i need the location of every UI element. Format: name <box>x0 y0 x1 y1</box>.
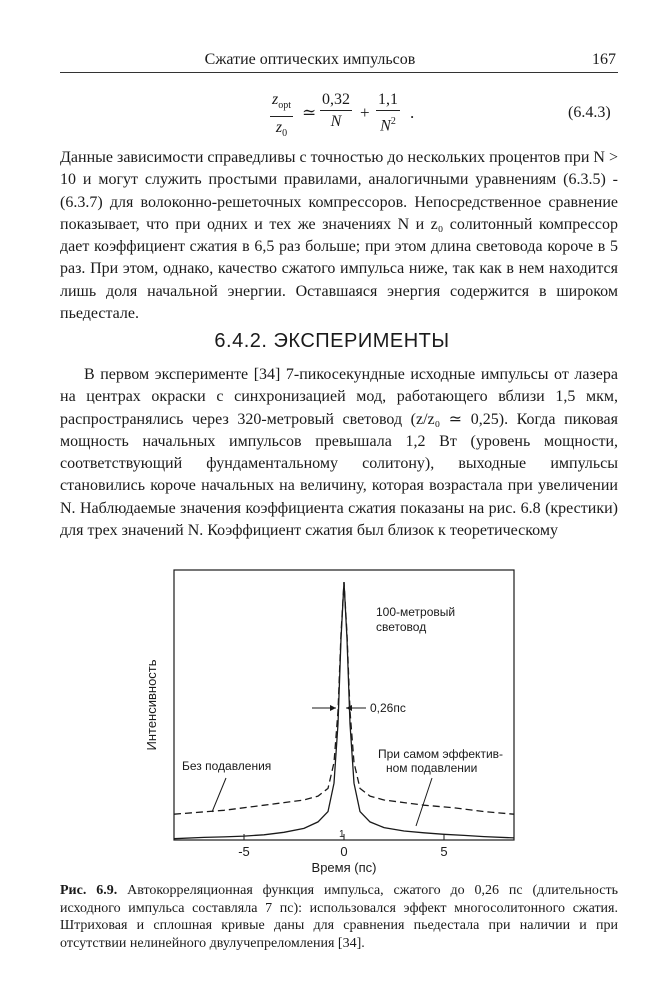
series-best-suppression <box>174 582 514 839</box>
page-number: 167 <box>592 51 616 68</box>
lhs-denominator: z <box>275 119 283 137</box>
caption-label: Рис. 6.9. <box>60 883 118 898</box>
x-tick-labels <box>238 844 447 859</box>
equation-lhs-fraction <box>270 90 293 145</box>
term1-numerator: 0,32 <box>320 90 352 111</box>
term2-denominator-sup: 2 <box>390 116 396 127</box>
running-header <box>60 50 618 73</box>
section-heading: 6.4.2. ЭКСПЕРИМЕНТЫ <box>214 330 450 352</box>
autocorrelation-figure <box>130 560 530 878</box>
equation-period: . <box>410 103 415 122</box>
center-marker: 1 <box>339 829 345 840</box>
caption-text: Автокорреляционная функция импульса, сжатого до 0,26 пс (длительность исходного импульса составляла 7 пс): использовался эффект многосолитонного сжатия. Штриховая и сплошная кривые даны для сравнения пьедестала при наличии и при отсутствии нелинейного двулучепреломления [34]. <box>60 883 618 951</box>
label-pulse-width: 0,26пс <box>370 701 406 715</box>
paragraph-2: В первом эксперименте [34] 7-пикосекундные исходные импульсы от лазера на центрах окраски с синхронизацией мод, работающего вблизи 1,5 мкм, распространялись через 320-метровый световод (z/z₀ ≃ 0,25). Когда пиковая мощность начальных импульсов превышала 1,2 Вт (уровень мощности, соответствующий фундаментальному солитону), выходные импульсы становились короче начальных на величину, которая возрастала при увеличении N. Наблюдаемые значения коэффициента сжатия показаны на рис. 6.8 (крестики) для трех значений N. Коэффициент сжатия был близок к теоретическому <box>60 366 618 540</box>
label-fiber-line2: световод <box>376 620 427 634</box>
term1-denominator: N <box>330 113 342 130</box>
figure-caption <box>60 882 618 952</box>
term2-numerator: 1,1 <box>376 90 400 111</box>
x-tick-label: -5 <box>238 844 250 859</box>
equation-relation: ≃ <box>302 103 317 122</box>
lhs-numerator-sub: opt <box>278 100 292 112</box>
y-axis-label: Интенсивность <box>144 659 159 751</box>
label-best-line1: При самом эффектив- <box>378 747 504 761</box>
pointer-no-suppression <box>212 778 226 812</box>
equation-plus: + <box>360 103 370 122</box>
equation-term2 <box>376 90 400 137</box>
label-fiber-line1: 100-метровый <box>376 605 456 619</box>
x-tick-label: 5 <box>440 844 448 859</box>
label-best-line2: ном подавлении <box>386 761 478 775</box>
header-title: Сжатие оптических импульсов <box>204 51 416 68</box>
lhs-denominator-sub: 0 <box>282 128 288 140</box>
x-tick-label: 0 <box>340 844 348 859</box>
term2-denominator: N <box>380 117 391 135</box>
label-no-suppression: Без подавления <box>182 759 272 773</box>
pointer-best-suppression <box>416 778 432 826</box>
paragraph-1: Данные зависимости справедливы с точностью до нескольких процентов при N > 10 и могут служить простыми правилами, аналогичными уравнениям (6.3.5) - (6.3.7) для волоконно-решеточных компрессоров. Непосредственное сравнение показывает, что при одних и тех же значениях N и z₀ солитонный компрессор дает коэффициент сжатия в 6,5 раз больше; при этом длина световода короче в 5 раз. При этом, однако, качество сжатого импульса ниже, так как в нем находится лишь доля начальной энергии. Оставшаяся энергия содержится в широком пьедестале. <box>60 149 618 323</box>
equation-number: (6.4.3) <box>568 104 611 121</box>
width-arrowhead-left <box>330 705 336 711</box>
lhs-numerator: z <box>272 91 279 108</box>
equation-term1 <box>320 90 352 133</box>
x-axis-label: Время (пс) <box>311 860 377 875</box>
plot-frame <box>174 570 514 840</box>
